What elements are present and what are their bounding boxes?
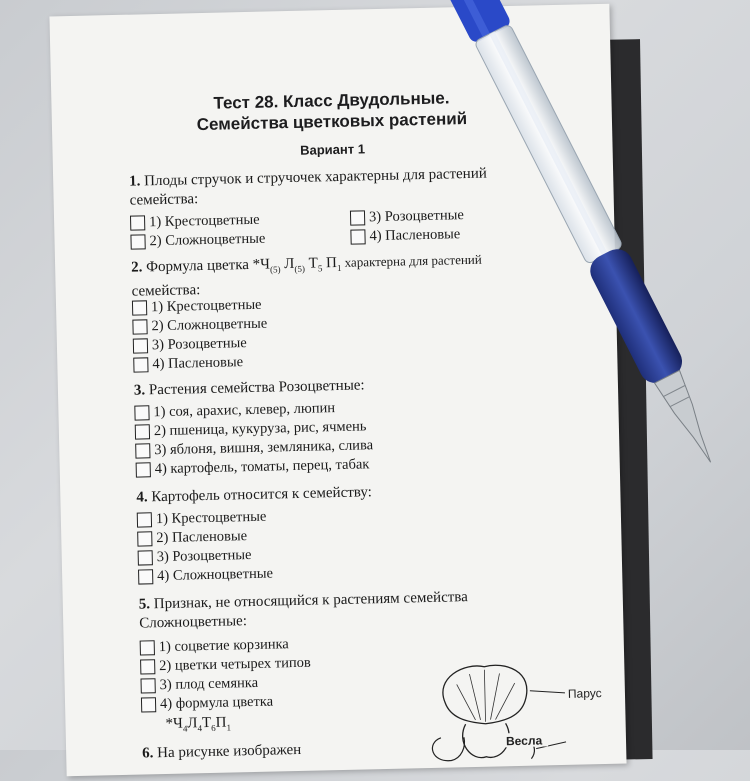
formula-part: Л [280,255,295,273]
formula-part: П [215,714,227,731]
formula-subscript: (5) [269,264,281,275]
formula-subscript: 6 [211,722,216,733]
formula-subscript: 4 [197,723,203,734]
option-label: 2) Сложноцветные [151,315,268,335]
option-label: 4) Сложноцветные [156,565,274,585]
question-text: На рисунке изображен [157,741,302,762]
option-label: 3) Розоцветные [151,335,247,354]
test-title-line2: Семейства цветковых растений [196,109,468,135]
question-text: Формула цветка *Ч [145,256,271,276]
label-parus: Парус [567,686,602,701]
question-text: семейства: [129,191,199,209]
question-number: 5. [138,596,151,613]
formula-subscript: (5) [294,263,306,274]
question-number: 3. [133,382,146,399]
option-label: 3) Розоцветные [368,207,465,226]
formula-subscript: 1 [226,722,232,733]
option-label: 1) Крестоцветные [150,296,262,316]
question-text: Плоды стручок и стручочек характерны для растений [144,165,487,190]
option-label: 2) пшеница, кукуруза, рис, ячмень [153,418,367,440]
option-label: 3) яблоня, вишня, земляника, слива [154,437,374,459]
label-vesla: Весла [505,733,543,749]
formula-part: Т [201,714,212,732]
variant-label: Вариант 1 [299,141,366,158]
option-label: 1) соцветие корзинка [158,636,289,656]
question-text: Растения семейства Розоцветные: [148,377,365,399]
option-label: 3) плод семянка [159,674,259,694]
pen-grip [585,244,688,389]
option-label: 1) соя, арахис, клевер, люпин [153,400,336,421]
option-label: 2) цветки четырех типов [159,654,311,675]
formula-subscript: 4 [182,723,188,734]
question-text: Сложноцветные: [139,613,248,632]
option-label: 2) Пасленовые [156,528,248,547]
formula-part: *Ч [165,715,183,732]
option-label: 4) Пасленовые [369,226,461,245]
option-label: 4) картофель, томаты, перец, табак [154,456,370,478]
question-text: Признак, не относящийся к растениям семейства [153,589,469,613]
option-label: 1) Крестоцветные [155,508,267,528]
formula-part: Л [187,715,198,732]
option-label: 4) Пасленовые [152,354,244,373]
formula-subscript: 1 [336,262,342,273]
question-number: 4. [136,489,148,506]
test-title-line1: Тест 28. Класс Двудольные. [213,88,450,113]
option-label: 2) Сложноцветные [149,230,266,250]
question-text: характерна для растений [341,251,482,270]
pen-tip [655,370,724,468]
question-number: 1. [129,173,141,190]
question-text: семейства: [131,282,201,300]
question-number: 6. [142,745,154,762]
question-text: Картофель относится к семейству: [151,484,373,506]
formula-part: Т [304,255,318,272]
option-label: 4) формула цветка [159,693,274,713]
formula-subscript: 5 [317,263,323,274]
formula-part: П [322,254,338,272]
option-label: 3) Розоцветные [156,547,252,566]
option-label: 1) Крестоцветные [148,211,260,231]
question-number: 2. [130,259,143,276]
